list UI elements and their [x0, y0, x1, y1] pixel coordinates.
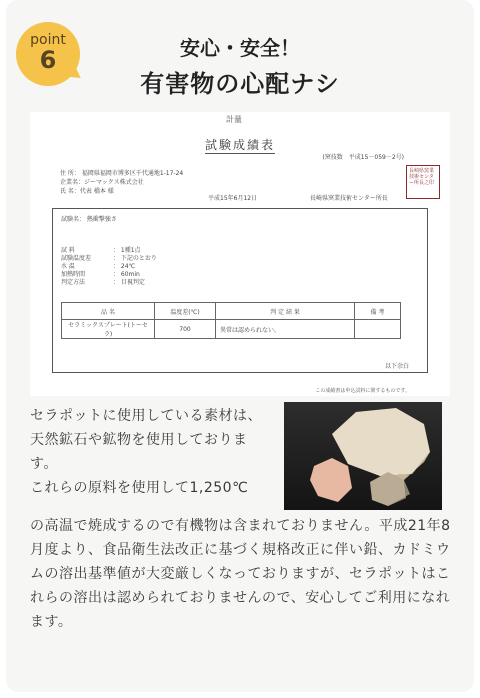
stones-illustration: [284, 402, 442, 510]
condition-row: [61, 271, 157, 279]
condition-key: 試験温度差: [61, 255, 92, 262]
headline-line-2: 有害物の心配ナシ: [140, 70, 340, 98]
table-cell: [355, 320, 401, 339]
point-badge: [16, 22, 80, 86]
table-header-row: [62, 303, 401, 320]
header-cell: 判 定 結 果: [216, 303, 355, 320]
condition-key: 試 料: [61, 247, 75, 254]
mineral-stones-photo: [284, 402, 442, 510]
body-paragraph-2: の高温で焼成するので有機物は含まれておりません。平成21年8月度より、食品衛生法改正に基づく規格改正に伴い鉛、カドミウムの溶出基準値が大変厳しくなっておりますが、セラポットはこれらの溶出は認められておりませんので、安心してご利用になれます。: [30, 518, 451, 630]
header-cell: 品 名: [62, 303, 155, 320]
report-doc-number: (窯技数 平成15－059－2号): [322, 154, 404, 161]
condition-key: 水 温: [61, 263, 75, 270]
report-inner-box: [52, 208, 428, 373]
report-address: [60, 169, 183, 196]
report-lab: 長崎県窯業技術センター所長: [310, 195, 388, 202]
address-line: 氏 名：代表 橋本 様: [60, 188, 114, 195]
official-stamp-icon: 長崎県窯業技術センター所長之印: [406, 165, 440, 199]
condition-value: ： 目視判定: [113, 279, 145, 286]
condition-row: [61, 263, 157, 271]
condition-row: [61, 247, 157, 255]
condition-key: 判定方法: [61, 279, 86, 286]
result-table: [61, 302, 401, 339]
report-date: 平成15年6月12日: [208, 195, 258, 202]
address-line: 企業名：ジーマックス株式会社: [60, 179, 144, 186]
condition-value: ： 60min: [113, 271, 140, 278]
body-paragraph-1: セラポットに使用している素材は、天然鉱石や鉱物を使用しております。 これらの原料を使用して1,250℃: [30, 408, 262, 496]
condition-value: ： 1種1点: [113, 247, 141, 254]
report-title-text: 試験成績表: [204, 138, 275, 152]
point-word: point: [30, 32, 66, 48]
report-footnote: この成績書は申込試料に関するものです。: [315, 388, 410, 394]
condition-key: 加熱時間: [61, 271, 86, 278]
test-name: 試験名： 熱衝撃強さ: [61, 216, 117, 223]
table-cell: 異常は認められない。: [216, 320, 355, 339]
condition-row: [61, 255, 157, 263]
address-line: 住 所： 福岡県福岡市博多区千代通地1-17-24: [60, 170, 184, 177]
header-cell: 温度差(℃): [155, 303, 216, 320]
headline-line-1: 安心・安全！: [180, 36, 300, 60]
test-conditions: [61, 247, 157, 287]
table-row: [62, 320, 401, 339]
condition-row: [61, 279, 157, 287]
meter-seal-icon: 計量: [226, 115, 242, 124]
condition-value: ： 24℃: [113, 263, 136, 270]
point-number: 6: [39, 46, 57, 74]
report-tail: 以下余白: [384, 363, 409, 370]
header-cell: 備 考: [355, 303, 401, 320]
table-cell: セラミックスプレート(トーセラ): [62, 320, 155, 339]
report-title: [30, 136, 450, 153]
condition-value: ： 下記のとおり: [113, 255, 157, 262]
table-cell: 700: [155, 320, 216, 339]
test-report-document: [30, 112, 450, 396]
stone-pink: [310, 458, 352, 502]
